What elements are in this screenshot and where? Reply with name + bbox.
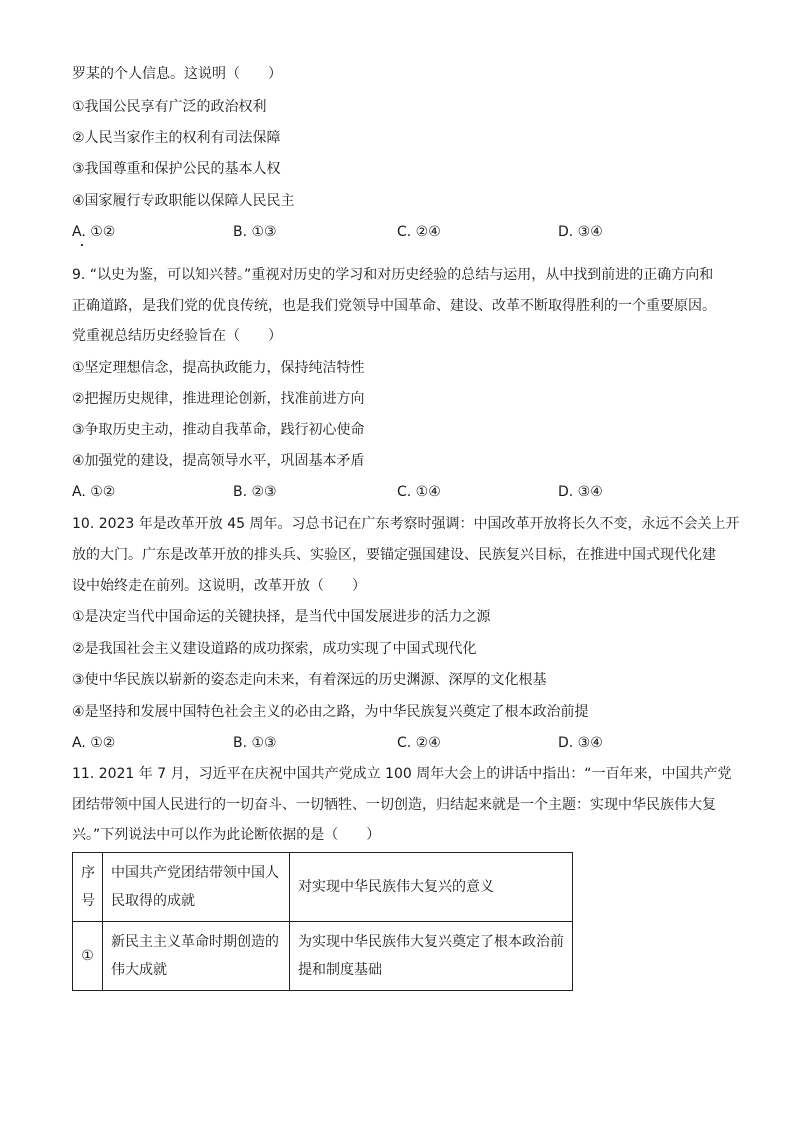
header-index: 序号 — [73, 853, 103, 922]
q9-option-d[interactable]: D. ③④ — [558, 484, 603, 500]
q11-table — [72, 852, 573, 991]
q8-option-a[interactable]: A. ①② — [72, 224, 116, 240]
q10-stem-line-1: 10. 2023 年是改革开放 45 周年。习总书记在广东考察时强调：中国改革开放将长久不变，永远不会关上开 — [72, 516, 740, 532]
q8-options — [72, 222, 712, 242]
q11-stem-line-1: 11. 2021 年 7 月，习近平在庆祝中国共产党成立 100 周年大会上的讲话中指出：“一百年来，中国共产党 — [72, 766, 732, 782]
row-achievement: 新民主主义革命时期创造的伟大成就 — [103, 922, 290, 991]
q11-stem-line-2: 团结带领中国人民进行的一切奋斗、一切牺牲、一切创造，归结起来就是一个主题：实现中华民族伟大复 — [72, 797, 716, 813]
q8-item-4: ④国家履行专政职能以保障人民民主 — [72, 193, 295, 209]
q10-item-4: ④是坚持和发展中国特色社会主义的必由之路，为中华民族复兴奠定了根本政治前提 — [72, 704, 589, 720]
q9-options — [72, 482, 712, 502]
row-index: ① — [73, 922, 103, 991]
q8-option-b[interactable]: B. ①③ — [233, 224, 277, 240]
header-achievement: 中国共产党团结带领中国人民取得的成就 — [103, 853, 290, 922]
q8-item-1: ①我国公民享有广泛的政治权利 — [72, 99, 267, 115]
q8-stem-end: 罗某的个人信息。这说明（ ） — [72, 66, 282, 82]
q9-stem-line-3: 党重视总结历史经验旨在（ ） — [72, 328, 282, 344]
q8-item-3: ③我国尊重和保护公民的基本人权 — [72, 161, 281, 177]
q10-option-b[interactable]: B. ①③ — [233, 735, 277, 751]
q10-option-d[interactable]: D. ③④ — [558, 735, 603, 751]
q9-item-1: ①坚定理想信念，提高执政能力，保持纯洁特性 — [72, 360, 365, 376]
q10-options — [72, 733, 712, 753]
q10-option-a[interactable]: A. ①② — [72, 735, 116, 751]
q8-option-d[interactable]: D. ③④ — [558, 224, 603, 240]
q9-item-2: ②把握历史规律，推进理论创新，找准前进方向 — [72, 391, 365, 407]
q10-option-c[interactable]: C. ②④ — [397, 735, 441, 751]
q10-item-1: ①是决定当代中国命运的关键抉择，是当代中国发展进步的活力之源 — [72, 609, 491, 625]
q9-option-a[interactable]: A. ①② — [72, 484, 116, 500]
row-significance: 为实现中华民族伟大复兴奠定了根本政治前提和制度基础 — [290, 922, 573, 991]
table-header-row — [73, 853, 573, 922]
q9-stem-line-2: 正确道路，是我们党的优良传统，也是我们党领导中国革命、建设、改革不断取得胜利的一个重要原因。 — [72, 298, 716, 314]
q10-item-3: ③使中华民族以崭新的姿态走向未来，有着深远的历史渊源、深厚的文化根基 — [72, 672, 547, 688]
q8-item-2: ②人民当家作主的权利有司法保障 — [72, 130, 281, 146]
q9-stem-line-1: 9. “以史为鉴，可以知兴替。”重视对历史的学习和对历史经验的总结与运用，从中找到前进的正确方向和 — [72, 267, 714, 283]
q9-option-c[interactable]: C. ①④ — [397, 484, 441, 500]
q9-option-b[interactable]: B. ②③ — [233, 484, 277, 500]
q10-item-2: ②是我国社会主义建设道路的成功探索，成功实现了中国式现代化 — [72, 641, 477, 657]
q11-stem-line-3: 兴。”下列说法中可以作为此论断依据的是（ ） — [72, 827, 381, 843]
stray-dot — [81, 244, 83, 246]
header-significance: 对实现中华民族伟大复兴的意义 — [290, 853, 573, 922]
q8-option-c[interactable]: C. ②④ — [397, 224, 441, 240]
q9-item-4: ④加强党的建设，提高领导水平，巩固基本矛盾 — [72, 453, 365, 469]
q10-stem-line-3: 设中始终走在前列。这说明，改革开放（ ） — [72, 578, 366, 594]
q10-stem-line-2: 放的大门。广东是改革开放的排头兵、实验区，要锚定强国建设、民族复兴目标，在推进中国式现代化建 — [72, 547, 716, 563]
table-row — [73, 922, 573, 991]
q9-item-3: ③争取历史主动，推动自我革命，践行初心使命 — [72, 422, 365, 438]
